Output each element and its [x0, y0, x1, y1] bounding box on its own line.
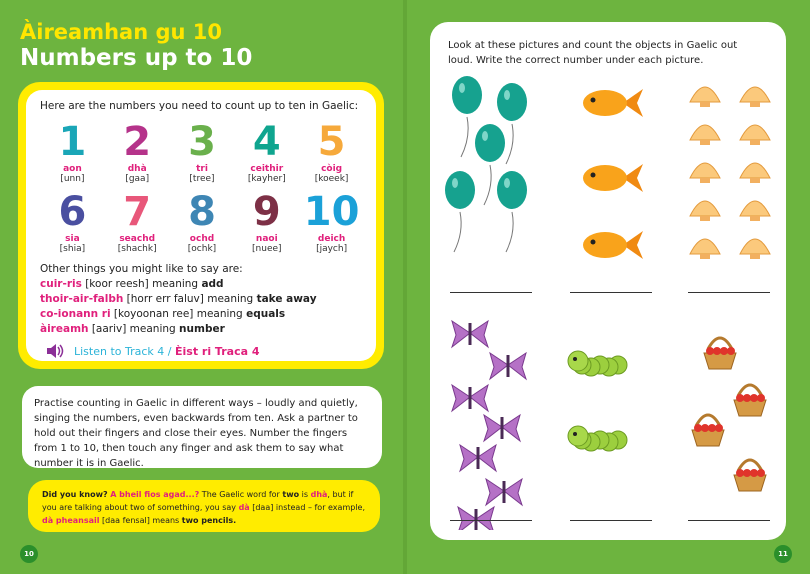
dyk-text: , but if you are talking about two of something, you say [42, 490, 354, 512]
numbers-panel [18, 82, 384, 369]
caterpillar-icon [568, 426, 627, 451]
balloon-icon [497, 171, 527, 252]
number-card [105, 120, 170, 184]
phrase-meaning: number [179, 323, 225, 335]
numeral: 10 [303, 189, 360, 235]
dyk-meaning: two pencils. [181, 516, 237, 525]
gaelic-word: naoi [255, 234, 278, 244]
numeral: 8 [188, 189, 216, 235]
activity-instructions: Look at these pictures and count the objects in Gaelic out loud. Write the correct number under each picture. [448, 40, 738, 66]
gaelic-word: tri [196, 164, 208, 174]
pronunciation: [nuee] [252, 244, 282, 254]
pronunciation: [koeek] [314, 174, 349, 184]
phrase-meaning: add [201, 278, 224, 290]
numeral: 6 [58, 189, 87, 235]
dyk-text: is [299, 490, 311, 499]
phrase-gaelic: àireamh [40, 323, 89, 335]
numbers-grid [40, 120, 364, 254]
number-card [105, 190, 170, 254]
butterfly-icon [452, 321, 488, 347]
number-card [170, 190, 235, 254]
butterfly-icon [486, 479, 522, 505]
apple-basket-icon [734, 460, 766, 491]
numeral: 5 [317, 119, 346, 165]
dyk-text: The Gaelic word for [199, 490, 283, 499]
listen-english: Listen to Track 4 / [74, 344, 175, 358]
phrase-meaning: take away [256, 293, 317, 305]
phrase-item [40, 322, 364, 337]
goldfish-icon [583, 89, 643, 117]
answer-line[interactable] [450, 292, 532, 293]
phrase-gaelic: co-ionann ri [40, 308, 111, 320]
apple-basket-icon [734, 385, 766, 416]
shell-icon [690, 163, 720, 183]
number-card [40, 190, 105, 254]
gaelic-word: seachd [119, 234, 156, 244]
page-number-left: 10 [20, 545, 38, 563]
shell-icon [690, 87, 720, 107]
speaker-icon [46, 343, 64, 359]
goldfish-icon [583, 164, 643, 192]
phrase-meaning: equals [246, 308, 286, 320]
answer-line[interactable] [570, 520, 652, 521]
other-intro: Other things you might like to say are: [40, 263, 243, 275]
dyk-example: dà pheansail [42, 516, 100, 525]
shell-icon [740, 239, 770, 259]
dyk-label: Did you know? [42, 490, 108, 499]
gaelic-word: deich [317, 234, 346, 244]
shell-icon [690, 239, 720, 259]
gaelic-word: ochd [189, 234, 215, 244]
listen-gaelic: Èist ri Traca 4 [174, 344, 260, 358]
picture-group [440, 75, 550, 290]
dyk-text: [daa] instead – for example, [249, 503, 366, 512]
number-card [299, 190, 364, 254]
dyk-text: [daa fensal] means [99, 516, 182, 525]
butterfly-icon [460, 445, 496, 471]
numeral: 3 [188, 119, 216, 165]
gaelic-word: sia [65, 234, 80, 244]
caterpillar-icon [568, 351, 627, 376]
answer-line[interactable] [450, 520, 532, 521]
phrase-gaelic: thoir-air-falbh [40, 293, 124, 305]
shell-icon [740, 87, 770, 107]
numbers-intro: Here are the numbers you need to count up to ten in Gaelic: [40, 100, 359, 112]
phrase-item [40, 277, 364, 292]
goldfish-icon [583, 231, 643, 259]
phrase-pron: [koyoonan ree] meaning [110, 308, 247, 320]
numeral: 2 [123, 119, 152, 165]
picture-group [440, 315, 550, 530]
page-number-right: 11 [774, 545, 792, 563]
answer-line[interactable] [570, 292, 652, 293]
dyk-gaelic-label: A bheil fios agad...? [110, 490, 200, 499]
number-card [299, 120, 364, 184]
number-card [170, 120, 235, 184]
title-gaelic: Àireamhan gu 10 [20, 20, 223, 44]
butterfly-icon [458, 507, 494, 530]
gaelic-word: ceithir [250, 164, 284, 174]
picture-group [560, 80, 670, 295]
number-card [234, 190, 299, 254]
phrase-pron: [aariv] meaning [88, 323, 180, 335]
butterfly-icon [484, 415, 520, 441]
numeral: 1 [58, 119, 87, 165]
phrase-pron: [koor reesh] meaning [81, 278, 202, 290]
pronunciation: [kayher] [247, 174, 286, 184]
page-gutter [403, 0, 407, 574]
shell-icon [740, 125, 770, 145]
gaelic-word: còig [321, 164, 343, 174]
practise-box: Practise counting in Gaelic in different ways – loudly and quietly, singing the numbers, even backwards from ten. Ask a partner to hold out their fingers and close their eyes. Number the fingers from 1 to 10, then touch any finger and ask them to say what number it is in Gaelic. [22, 386, 382, 468]
pronunciation: [tree] [189, 174, 215, 184]
apple-basket-icon [692, 415, 724, 446]
shell-icon [740, 163, 770, 183]
answer-line[interactable] [688, 520, 770, 521]
title-english: Numbers up to 10 [20, 45, 253, 71]
did-you-know-box [28, 480, 380, 532]
phrase-item [40, 292, 364, 307]
dyk-two: two [282, 490, 300, 499]
numeral: 9 [252, 189, 281, 235]
number-card [40, 120, 105, 184]
picture-group [680, 78, 790, 293]
numeral: 4 [252, 119, 281, 165]
pronunciation: [shachk] [117, 244, 157, 254]
phrase-gaelic: cuir-ris [40, 278, 82, 290]
pronunciation: [shia] [59, 244, 86, 254]
balloon-icon [445, 171, 475, 252]
phrase-pron: [horr err faluv] meaning [123, 293, 257, 305]
listen-link[interactable] [46, 343, 364, 359]
pronunciation: [jaych] [316, 244, 348, 254]
answer-line[interactable] [688, 292, 770, 293]
butterfly-icon [452, 385, 488, 411]
gaelic-word: aon [63, 164, 82, 174]
pronunciation: [gaa] [125, 174, 150, 184]
dyk-dha: dhà [310, 490, 328, 499]
shell-icon [690, 201, 720, 221]
butterfly-icon [490, 353, 526, 379]
shell-icon [690, 125, 720, 145]
gaelic-word: dhà [127, 164, 147, 174]
numeral: 7 [123, 189, 152, 235]
phrase-item [40, 307, 364, 322]
pronunciation: [ochk] [187, 244, 217, 254]
dyk-da: dà [238, 503, 250, 512]
number-card [234, 120, 299, 184]
shell-icon [740, 201, 770, 221]
picture-group [560, 330, 670, 545]
picture-group [680, 325, 790, 540]
apple-basket-icon [704, 338, 736, 369]
pronunciation: [unn] [60, 174, 85, 184]
